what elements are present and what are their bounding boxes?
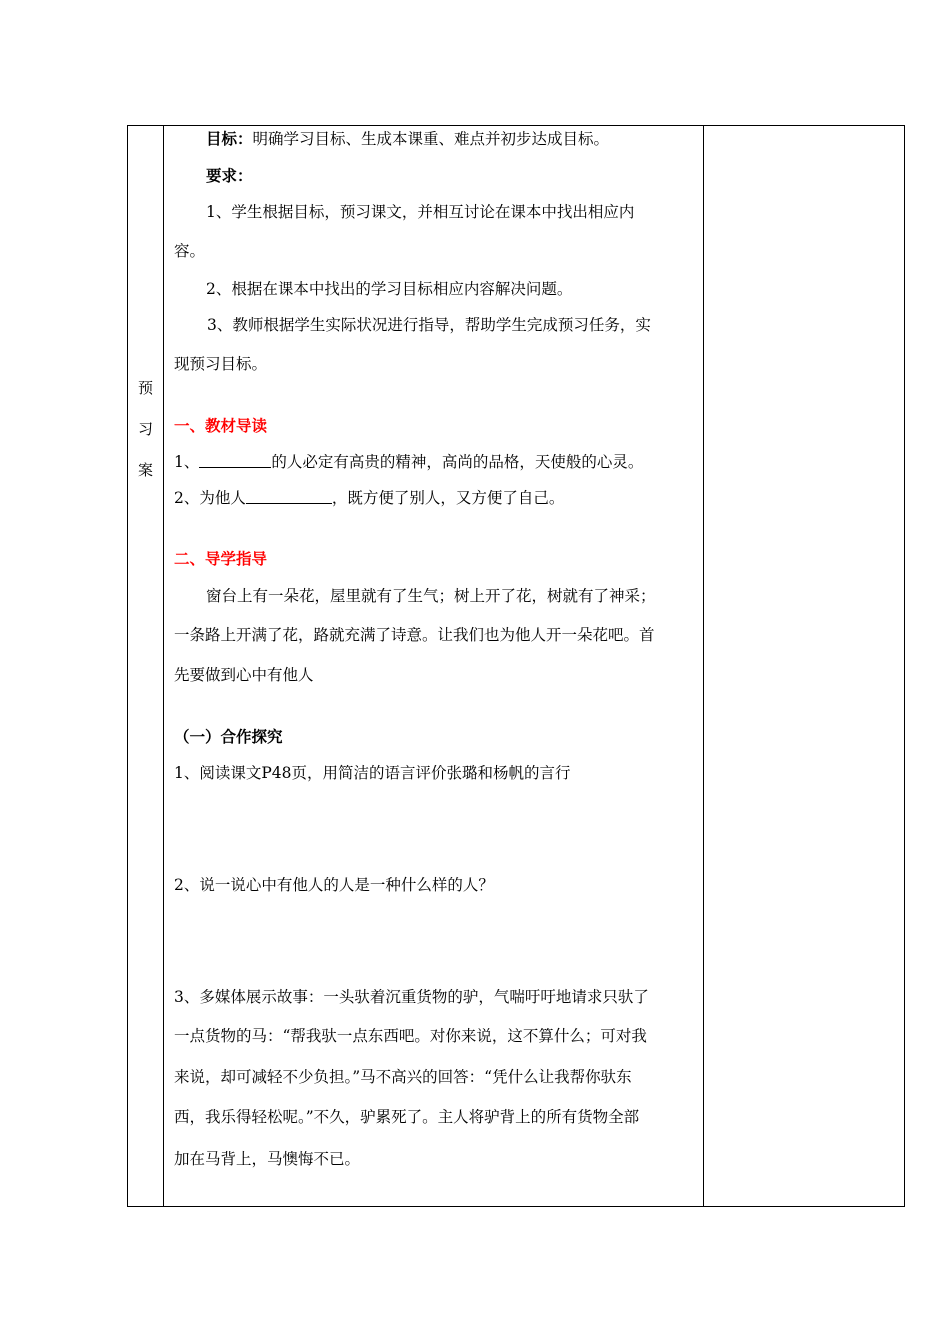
goal-text: 明确学习目标、生成本课重、难点并初步达成目标。 xyxy=(252,130,610,148)
section-3-question-3-line-5: 加在马背上，马懊悔不已。 xyxy=(174,1150,361,1168)
question-2-suffix: ，既方便了别人，又方便了自己。 xyxy=(331,489,565,507)
section-3-question-3-line-3: 来说，却可减轻不少负担。”马不高兴的回答：“凭什么让我帮你驮东 xyxy=(174,1068,632,1086)
section-1-question-1 xyxy=(174,452,704,472)
section-3-question-3-line-2: 一点货物的马：“帮我驮一点东西吧。对你来说，这不算什么；可对我 xyxy=(174,1027,647,1045)
question-1-prefix: 1、 xyxy=(174,453,200,471)
goal-label: 目标： xyxy=(206,130,253,148)
requirement-1-line-1: 1、学生根据目标，预习课文，并相互讨论在课本中找出相应内 xyxy=(206,203,635,221)
section-2-paragraph-line-2: 一条路上开满了花，路就充满了诗意。让我们也为他人开一朵花吧。首 xyxy=(174,626,655,644)
fill-blank-1[interactable] xyxy=(199,452,271,468)
section-3-question-1: 1、阅读课文P48页，用简洁的语言评价张璐和杨帆的言行 xyxy=(174,764,571,782)
requirements-label: 要求： xyxy=(206,167,253,185)
side-label-char-2: 习 xyxy=(137,420,153,438)
section-3-question-2: 2、说一说心中有他人的人是一种什么样的人？ xyxy=(174,876,494,894)
section-2-heading: 二、导学指导 xyxy=(174,550,268,568)
goal-line xyxy=(206,129,736,149)
column-divider-left xyxy=(163,126,164,1206)
section-1-heading: 一、教材导读 xyxy=(174,417,268,435)
section-2-paragraph-line-1: 窗台上有一朵花，屋里就有了生气；树上开了花，树就有了神采； xyxy=(206,587,656,605)
question-1-suffix: 的人必定有高贵的精神，高尚的品格，天使般的心灵。 xyxy=(271,453,644,471)
question-2-prefix: 2、为他人 xyxy=(174,489,246,507)
side-label-char-3: 案 xyxy=(137,461,153,479)
section-3-heading: （一）合作探究 xyxy=(174,728,283,746)
worksheet-table xyxy=(127,125,905,1207)
requirement-3-line-1: 3、教师根据学生实际状况进行指导，帮助学生完成预习任务，实 xyxy=(207,316,651,334)
requirement-1-line-2: 容。 xyxy=(174,242,206,260)
fill-blank-2[interactable] xyxy=(246,488,332,504)
section-2-paragraph-line-3: 先要做到心中有他人 xyxy=(174,666,314,684)
requirement-3-line-2: 现预习目标。 xyxy=(174,355,268,373)
side-label-char-1: 预 xyxy=(137,379,153,397)
section-1-question-2 xyxy=(174,488,704,508)
section-3-question-3-line-1: 3、多媒体展示故事：一头驮着沉重货物的驴，气喘吁吁地请求只驮了 xyxy=(174,988,649,1006)
section-3-question-3-line-4: 西，我乐得轻松呢。”不久，驴累死了。主人将驴背上的所有货物全部 xyxy=(174,1108,640,1126)
requirement-2: 2、根据在课本中找出的学习目标相应内容解决问题。 xyxy=(206,280,573,298)
